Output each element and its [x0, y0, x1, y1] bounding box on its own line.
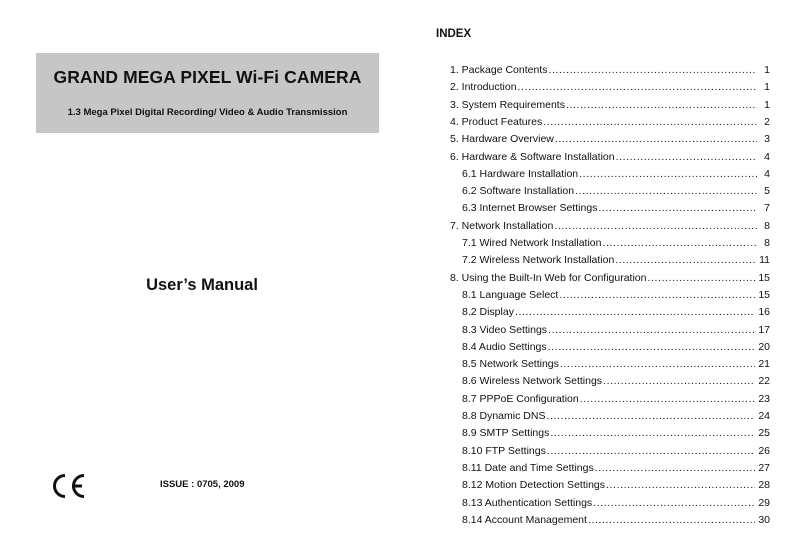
- index-entry-label: 8.2 Display: [462, 306, 514, 319]
- index-entry-label: 8.14 Account Management: [462, 513, 587, 526]
- index-entry-page: 27: [758, 461, 770, 474]
- index-entry-leader: [548, 341, 756, 353]
- index-entry-leader: [550, 427, 755, 439]
- index-entry-label: 2. Introduction: [450, 81, 517, 94]
- index-entry-page: 21: [758, 358, 770, 371]
- index-entry-leader: [548, 324, 755, 336]
- index-entry-page: 11: [759, 254, 770, 267]
- index-entry-page: 29: [758, 496, 770, 509]
- index-entry-page: 7: [764, 202, 770, 215]
- index-entry: [450, 272, 770, 288]
- index-entry: [450, 99, 770, 115]
- index-entry: [462, 237, 770, 253]
- index-entry-leader: [593, 497, 755, 509]
- index-entry-page: 20: [758, 340, 770, 353]
- index-entry: [450, 116, 770, 132]
- index-entry-page: 1: [764, 64, 770, 76]
- index-entry-label: 7.1 Wired Network Installation: [462, 237, 602, 249]
- index-entry: [450, 220, 770, 236]
- index-entry-label: 8.6 Wireless Network Settings: [462, 375, 603, 388]
- index-entry-page: 23: [758, 392, 770, 405]
- index-entry: [462, 427, 770, 443]
- index-entry-label: 6.1 Hardware Installation: [462, 167, 579, 180]
- index-entry: [450, 81, 770, 97]
- index-entry: [450, 133, 770, 149]
- index-entry-page: 4: [764, 167, 770, 180]
- index-entry: [462, 324, 770, 340]
- index-entry-page: 15: [758, 288, 770, 301]
- index-entry-label: 4. Product Features: [450, 115, 543, 128]
- index-entry: [462, 479, 770, 495]
- index-entry-page: 8: [764, 219, 770, 232]
- index-entry: [462, 306, 770, 322]
- index-entry: [450, 64, 770, 80]
- index-entry-label: 3. System Requirements: [450, 98, 565, 111]
- index-entry-leader: [575, 185, 757, 197]
- index-entry-page: 24: [758, 410, 770, 422]
- index-entry-label: 8.13 Authentication Settings: [462, 496, 593, 509]
- index-entry: [462, 410, 770, 426]
- index-entry: [462, 289, 770, 305]
- index-entry-leader: [518, 81, 757, 93]
- index-entry-leader: [579, 168, 757, 180]
- index-entry: [462, 202, 770, 218]
- index-entry-leader: [546, 410, 755, 422]
- index-entry-leader: [603, 375, 755, 387]
- index-entry-label: 8.8 Dynamic DNS: [462, 410, 546, 422]
- index-entry-page: 2: [764, 115, 770, 128]
- index-entry-label: 5. Hardware Overview: [450, 133, 554, 146]
- index-entry-label: 8.9 SMTP Settings: [462, 427, 550, 440]
- index-entry-page: 22: [758, 375, 770, 388]
- index-entry-page: 3: [764, 133, 770, 146]
- index-entry-page: 30: [758, 513, 770, 526]
- index-entry-leader: [606, 479, 755, 491]
- index-entry-page: 25: [758, 427, 770, 440]
- index-entry-page: 16: [758, 306, 770, 319]
- index-entry-label: 8.10 FTP Settings: [462, 444, 546, 457]
- index-entry-page: 15: [758, 271, 770, 284]
- index-entry: [462, 514, 770, 530]
- index-entry: [462, 445, 770, 461]
- index-entry: [462, 462, 770, 478]
- index-entry-label: 8.3 Video Settings: [462, 323, 548, 336]
- index-entry-label: 8.7 PPPoE Configuration: [462, 392, 579, 405]
- index-entry-label: 7. Network Installation: [450, 219, 554, 232]
- cover-subtitle: 1.3 Mega Pixel Digital Recording/ Video & Audio Transmission: [67, 107, 348, 118]
- index-entry-leader: [543, 116, 757, 128]
- index-entry-leader: [615, 254, 756, 266]
- index-entry: [462, 168, 770, 184]
- index-entry-leader: [548, 64, 757, 76]
- index-entry: [462, 185, 770, 201]
- index-entry: [462, 358, 770, 374]
- index-entry-page: 5: [764, 185, 770, 198]
- index-entry-label: 8.4 Audio Settings: [462, 340, 547, 353]
- index-entry-leader: [598, 202, 757, 214]
- index-entry-leader: [580, 393, 756, 405]
- index-entry: [462, 497, 770, 513]
- index-entry-label: 1. Package Contents: [450, 64, 548, 76]
- index-entry-page: 1: [764, 98, 770, 111]
- index-entry-label: 6.2 Software Installation: [462, 185, 575, 198]
- index-entry-page: 4: [764, 150, 770, 163]
- index-entry: [462, 375, 770, 391]
- index-entry-page: 26: [758, 444, 770, 457]
- index-entry-leader: [648, 272, 756, 284]
- index-entry: [462, 393, 770, 409]
- index-entry-label: 7.2 Wireless Network Installation: [462, 254, 615, 267]
- index-entry-leader: [554, 220, 757, 232]
- cover-title: GRAND MEGA PIXEL Wi-Fi CAMERA: [53, 67, 362, 87]
- index-entry-page: 8: [764, 237, 770, 249]
- index-entry-leader: [602, 237, 757, 249]
- index-entry-label: 8.11 Date and Time Settings: [462, 461, 594, 474]
- index-entry-leader: [588, 514, 755, 526]
- index-entry-page: 28: [758, 479, 770, 492]
- manual-title: User’s Manual: [146, 276, 258, 294]
- index-entry-label: 8.1 Language Select: [462, 288, 559, 301]
- index-entry-label: 8.12 Motion Detection Settings: [462, 479, 606, 492]
- index-entry-page: 17: [758, 323, 770, 336]
- index-entry: [462, 254, 770, 270]
- index-entry: [450, 151, 770, 167]
- index-entry-label: 8.5 Network Settings: [462, 358, 559, 371]
- index-entry-label: 6.3 Internet Browser Settings: [462, 202, 598, 215]
- index-entry: [462, 341, 770, 357]
- index-entry-leader: [515, 306, 755, 318]
- index-entry-label: 6. Hardware & Software Installation: [450, 150, 615, 163]
- index-entry-leader: [616, 151, 757, 163]
- index-title: INDEX: [436, 28, 472, 40]
- issue-date: ISSUE : 0705, 2009: [160, 479, 245, 490]
- index-entry-leader: [566, 99, 757, 111]
- cover-banner: [36, 53, 379, 133]
- index-entry-leader: [595, 462, 756, 474]
- index-entry-leader: [559, 289, 755, 301]
- index-entry-page: 1: [764, 81, 770, 94]
- index-entry-leader: [560, 358, 755, 370]
- ce-mark-icon: [48, 472, 88, 500]
- index-entry-label: 8. Using the Built-In Web for Configuration: [450, 271, 647, 284]
- index-entry-leader: [555, 133, 757, 145]
- index-entry-leader: [547, 445, 755, 457]
